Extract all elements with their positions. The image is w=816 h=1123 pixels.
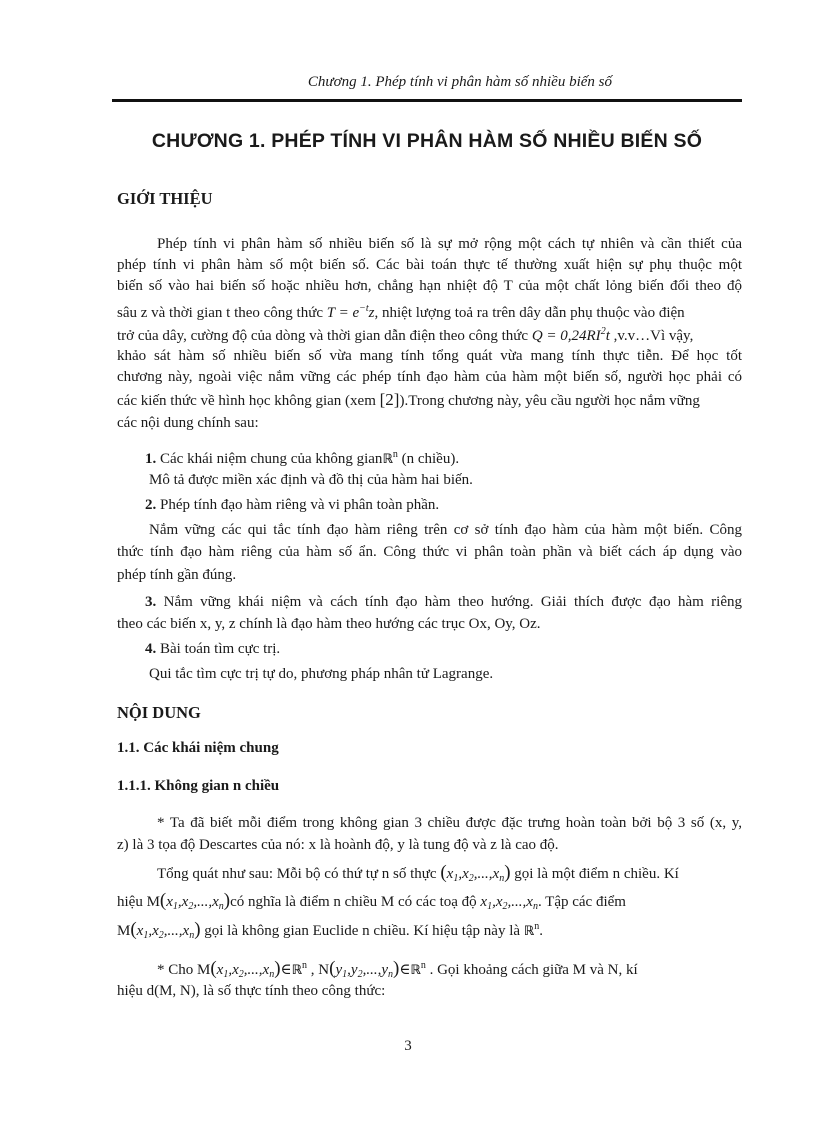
text-run: ).Trong chương này, yêu cầu người học nắm vững xyxy=(399,393,700,409)
formula-part: z xyxy=(368,305,375,321)
formula-part: , xyxy=(492,894,496,910)
paragraph-line: chương này, ngoài việc nắm vững các phép tính đạo hàm của hàm một biến số, người học phải có xyxy=(117,369,742,385)
subscript: n xyxy=(218,901,224,912)
citation-link[interactable]: [2] xyxy=(379,390,400,409)
tuple-x xyxy=(440,862,511,884)
paragraph-line: Phép tính vi phân hàm số nhiều biến số là sự mở rộng một cách tự nhiên và cần thiết của xyxy=(157,236,742,252)
paren: ) xyxy=(504,862,511,883)
text-run: gọi là một điểm n chiều. Kí xyxy=(510,866,679,882)
formula-part: , xyxy=(347,962,351,978)
text-run: . Tập các điểm xyxy=(537,894,626,910)
page-number: 3 xyxy=(404,1038,412,1054)
formula-part: , xyxy=(507,894,512,910)
paren: ( xyxy=(210,958,217,979)
subscript: 2 xyxy=(468,873,474,884)
real-space-symbol: ℝ xyxy=(523,924,535,939)
formula-part: ... xyxy=(247,962,259,978)
formula-T xyxy=(327,305,375,321)
subsection-heading: 1.1.1. Không gian n chiều xyxy=(117,778,280,794)
formula-part: x xyxy=(446,866,454,882)
formula-part: ... xyxy=(366,962,378,978)
subscript: 1 xyxy=(143,930,149,941)
formula-part: ... xyxy=(511,894,523,910)
content-heading: NỘI DUNG xyxy=(117,703,201,722)
formula-part: x xyxy=(216,962,224,978)
formula-part: , xyxy=(473,866,478,882)
paragraph-line xyxy=(157,864,742,888)
text-run: Bài toán tìm cực trị. xyxy=(156,641,281,657)
subscript: 2 xyxy=(502,901,508,912)
formula-part: x xyxy=(462,866,469,882)
formula-part: ... xyxy=(167,923,179,939)
list-detail: Qui tắc tìm cực trị tự do, phương pháp nhân tử Lagrange. xyxy=(149,666,494,682)
list-detail: Mô tả được miền xác định và đồ thị của hàm hai biến. xyxy=(149,472,473,488)
exponent: n xyxy=(420,960,426,971)
formula-part: y xyxy=(381,962,388,978)
paragraph-line xyxy=(157,957,742,984)
list-item xyxy=(145,640,742,658)
formula-part: , xyxy=(458,866,463,882)
formula-part: , xyxy=(148,923,153,939)
exponent: n xyxy=(534,921,540,932)
formula-part: x xyxy=(495,894,503,910)
subscript: n xyxy=(189,930,195,941)
formula-part: , xyxy=(377,962,382,978)
text-run: có nghĩa là điểm n chiều M có các toạ độ xyxy=(230,894,481,910)
paragraph-line: phép tính vi phân hàm số một biến số. Các bài toán thực tế thường xuất hiện sự phụ thuộc một xyxy=(117,257,742,273)
exponent: n xyxy=(302,960,308,971)
formula-part: , xyxy=(488,866,493,882)
formula-part: , xyxy=(362,962,367,978)
paragraph-line: hiệu d(M, N), là số thực tính theo công thức: xyxy=(117,983,386,999)
formula-part: y xyxy=(335,962,343,978)
formula-part: , xyxy=(193,894,198,910)
formula-part: t xyxy=(605,328,610,344)
text-run: . xyxy=(539,923,543,939)
subscript: 1 xyxy=(453,873,459,884)
paragraph-line: z) là 3 tọa độ Descartes của nó: x là hoành độ, y là tung độ và z là cao độ. xyxy=(117,837,559,853)
formula-part: x xyxy=(526,894,533,910)
tuple-x xyxy=(130,919,201,941)
subscript: 2 xyxy=(357,969,363,980)
formula-part: y xyxy=(350,962,358,978)
formula-part: x xyxy=(480,894,488,910)
paren: ) xyxy=(392,958,400,979)
paragraph-line: biến số vào hai biến số hoặc nhiều hơn, chẳng hạn nhiệt độ T của một chất lỏng biến đổi theo độ xyxy=(117,278,742,294)
formula-part: T = e xyxy=(326,305,360,321)
coords-x xyxy=(480,894,538,910)
paragraph-line xyxy=(117,918,742,945)
formula-part: x xyxy=(262,962,270,978)
running-header: Chương 1. Phép tính vi phân hàm số nhiều biến số xyxy=(307,74,612,90)
list-number: 3. xyxy=(145,594,157,610)
section-heading: 1.1. Các khái niệm chung xyxy=(117,740,279,756)
text-run: , nhiệt lượng toả ra trên dây dẫn phụ thuộc vào điện xyxy=(374,305,685,321)
formula-part: , xyxy=(177,894,182,910)
paragraph-line xyxy=(117,300,742,322)
text-run: . Gọi khoảng cách giữa M và N, kí xyxy=(425,962,638,978)
formula-part: x xyxy=(152,923,159,939)
paren: ) xyxy=(274,958,281,979)
paragraph-line: các nội dung chính sau: xyxy=(117,415,259,431)
chapter-title: CHƯƠNG 1. PHÉP TÍNH VI PHÂN HÀM SỐ NHIỀU BIẾN SỐ xyxy=(151,130,703,152)
element-of: ∈ xyxy=(280,962,292,978)
list-detail: Nắm vững các qui tắc tính đạo hàm riêng trên cơ sở tính đạo hàm của hàm một biến. Công xyxy=(149,522,742,538)
text-run: (n chiều). xyxy=(397,451,460,467)
text-run: Tổng quát như sau: Mỗi bộ có thứ tự n số thực xyxy=(157,866,441,882)
formula-part: , xyxy=(243,962,248,978)
list-detail: phép tính gần đúng. xyxy=(117,567,237,583)
formula-part: ... xyxy=(477,866,489,882)
formula-part: x xyxy=(492,866,500,882)
list-item xyxy=(145,446,742,469)
text-run: sâu z và thời gian t theo công thức xyxy=(117,305,327,321)
paragraph-line xyxy=(117,391,742,410)
tuple-y xyxy=(329,958,400,980)
formula-part: , xyxy=(522,894,527,910)
real-space-symbol: ℝ xyxy=(382,452,393,467)
subscript: 2 xyxy=(238,969,244,980)
list-number: 2. xyxy=(145,497,157,513)
element-of: ∈ xyxy=(399,962,411,978)
paren: ( xyxy=(329,958,336,979)
subscript: 1 xyxy=(172,901,178,912)
subscript: 2 xyxy=(158,930,164,941)
subscript: 2 xyxy=(188,901,194,912)
formula-part: , xyxy=(178,923,183,939)
real-space-symbol: ℝ xyxy=(410,963,421,978)
paren: ( xyxy=(130,919,137,940)
paragraph-line xyxy=(117,323,742,345)
paren: ( xyxy=(159,890,167,911)
formula-exponent: −t xyxy=(359,303,369,314)
paren: ( xyxy=(440,862,447,883)
formula-part: , xyxy=(258,962,263,978)
tuple-x xyxy=(159,890,231,912)
real-space-symbol: ℝ xyxy=(291,963,303,978)
subscript: 1 xyxy=(342,969,348,980)
formula-part: , xyxy=(163,923,168,939)
paren: ) xyxy=(223,890,231,911)
subscript: n xyxy=(499,873,505,884)
list-item xyxy=(145,496,742,514)
paragraph-line: khảo sát hàm số nhiều biến số vừa mang tính tổng quát vừa mang tính thực tiễn. Để học tốt xyxy=(117,348,742,364)
text-run: gọi là không gian Euclide n chiều. Kí hiệu tập này là xyxy=(200,923,524,939)
text-run: * Cho M xyxy=(157,962,211,978)
text-run: Các khái niệm chung của không gian xyxy=(156,451,383,467)
subscript: 1 xyxy=(487,901,493,912)
formula-part: x xyxy=(136,923,144,939)
text-run: Nắm vững khái niệm và cách tính đạo hàm theo hướng. Giải thích được đạo hàm riêng xyxy=(156,594,742,610)
paren: ) xyxy=(194,919,201,940)
text-run: , N xyxy=(307,962,330,978)
intro-heading: GIỚI THIỆU xyxy=(117,189,213,208)
formula-exponent: 2 xyxy=(600,326,606,337)
text-run: ,v.v…Vì vậy, xyxy=(609,328,694,344)
list-number: 1. xyxy=(145,451,157,467)
text-run: M xyxy=(117,923,131,939)
paragraph-line xyxy=(117,892,742,916)
list-number: 4. xyxy=(145,641,157,657)
formula-part: x xyxy=(166,894,173,910)
paragraph-line: * Ta đã biết mỗi điểm trong không gian 3 chiều được đặc trưng hoàn toàn bởi bộ 3 số (x, y, xyxy=(157,815,742,831)
list-detail: theo các biến x, y, z chính là đạo hàm theo hướng các trục Ox, Oy, Oz. xyxy=(117,616,541,632)
formula-part: x xyxy=(232,962,239,978)
header-rule xyxy=(112,99,742,102)
text-run: hiệu M xyxy=(117,894,160,910)
text-run: Phép tính đạo hàm riêng và vi phân toàn phần. xyxy=(156,497,440,513)
list-detail: thức tính đạo hàm riêng của hàm số ẩn. Công thức vi phân toàn phần và biết cách áp dụng vào xyxy=(117,544,742,560)
formula-part: x xyxy=(212,894,219,910)
text-run: các kiến thức về hình học không gian (xem xyxy=(117,393,380,409)
formula-part: Q = 0,24RI xyxy=(531,328,601,344)
subscript: 1 xyxy=(223,969,229,980)
formula-part: ... xyxy=(197,894,209,910)
tuple-x xyxy=(210,958,281,980)
formula-Q xyxy=(532,328,610,344)
formula-part: x xyxy=(182,923,190,939)
formula-part: , xyxy=(208,894,213,910)
formula-part: x xyxy=(181,894,189,910)
subscript: n xyxy=(269,969,275,980)
list-item xyxy=(145,593,742,611)
subscript: n xyxy=(387,969,393,980)
formula-part: , xyxy=(228,962,233,978)
exponent: n xyxy=(392,449,398,460)
subscript: n xyxy=(532,901,538,912)
text-run: trở của dây, cường độ của dòng và thời gian dẫn điện theo công thức xyxy=(117,328,532,344)
